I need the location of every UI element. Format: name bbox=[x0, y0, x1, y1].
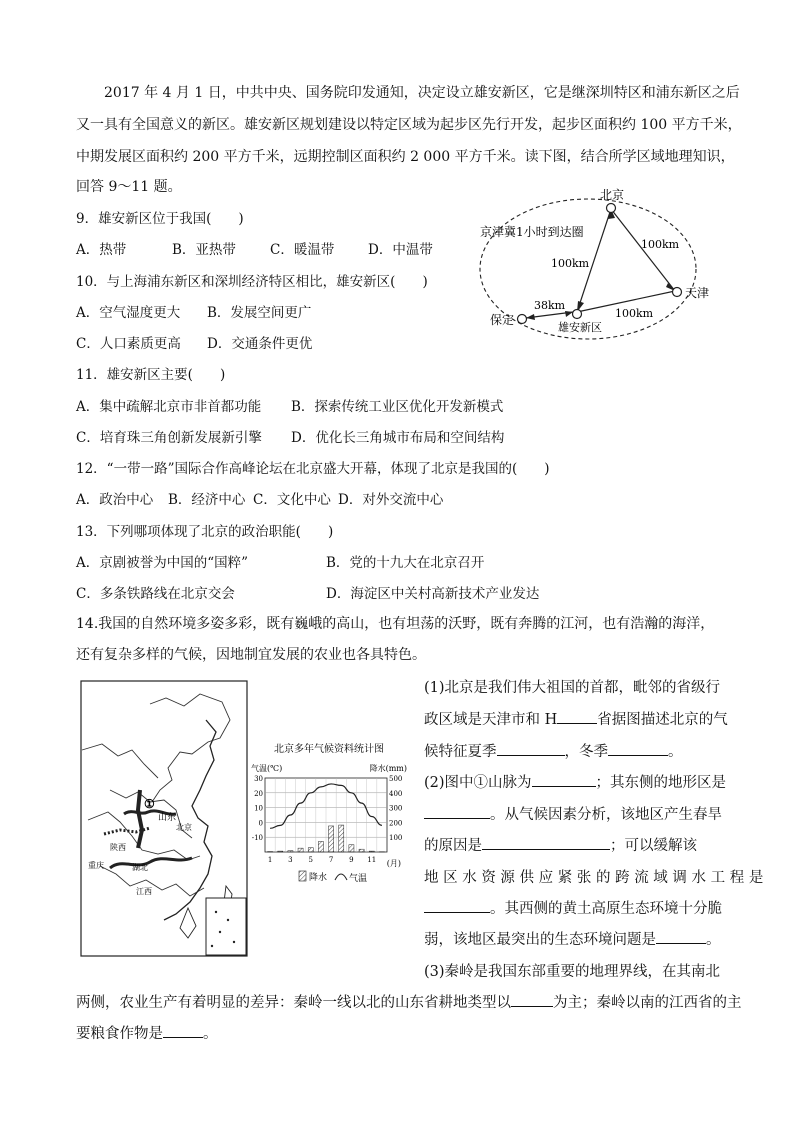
month-tick-label: 7 bbox=[328, 856, 334, 864]
precip-tick-label: 200 bbox=[389, 819, 403, 828]
xiongan-point bbox=[573, 310, 582, 319]
q13-option-d[interactable]: D．海淀区中关村高新技术产业发达 bbox=[326, 586, 540, 602]
precip-bar-6 bbox=[318, 841, 323, 852]
text-seg: 。其西侧的黄土高原生态环境十分脆 bbox=[490, 901, 722, 917]
precip-bar-4 bbox=[298, 848, 303, 852]
precip-tick-label: 500 bbox=[389, 775, 403, 783]
month-tick-label: 1 bbox=[267, 856, 273, 864]
q13-option-a[interactable]: A．京剧被誉为中国的“国粹” bbox=[76, 555, 249, 571]
temp-tick-label: 30 bbox=[254, 775, 263, 783]
q14-2-line-f bbox=[424, 928, 721, 949]
text-seg: 。 bbox=[706, 932, 721, 948]
xiongan-label: 雄安新区 bbox=[558, 321, 602, 334]
china-east-map bbox=[80, 680, 248, 957]
text-seg: ；其东侧的地形区是 bbox=[595, 775, 727, 791]
beijing-label: 北京 bbox=[600, 188, 625, 202]
island-dot bbox=[227, 919, 229, 921]
q12-option-c[interactable]: C．文化中心 bbox=[253, 492, 331, 508]
text-seg: ，冬季 bbox=[564, 744, 608, 760]
precip-bar-2 bbox=[278, 851, 283, 852]
q14-3-line-c bbox=[76, 1022, 218, 1043]
q14-1-line-a: (1)北京是我们伟大祖国的首都，毗邻的省级行 bbox=[424, 680, 721, 696]
q14-2-line-a bbox=[424, 771, 726, 792]
precip-bar-9 bbox=[349, 845, 354, 852]
chart-ticks bbox=[252, 775, 403, 864]
answer-blank[interactable] bbox=[497, 741, 565, 756]
answer-blank[interactable] bbox=[511, 992, 553, 1007]
tianjin-label: 天津 bbox=[685, 286, 710, 300]
distance-beijing-xiongan: 100km bbox=[551, 257, 590, 270]
q9-option-c[interactable]: C．暖温带 bbox=[270, 242, 335, 258]
label-beijing: 北京 bbox=[176, 823, 192, 832]
q10-stem: 10．与上海浦东新区和深圳经济特区相比，雄安新区( ) bbox=[76, 274, 428, 290]
intro-line-3: 中期发展区面积约 200 平方千米，远期控制区面积约 2 000 平方千米。读下图，结合所学区域地理知识， bbox=[76, 149, 735, 165]
answer-blank[interactable] bbox=[424, 898, 490, 913]
q9-option-b[interactable]: B．亚热带 bbox=[172, 242, 236, 258]
text-seg: 弱，该地区最突出的生态环境问题是 bbox=[424, 932, 656, 948]
q10-option-b[interactable]: B．发展空间更广 bbox=[207, 305, 312, 321]
precip-tick-label: 300 bbox=[389, 804, 403, 813]
label-chongqing: 重庆 bbox=[88, 861, 104, 870]
answer-blank[interactable] bbox=[608, 741, 668, 756]
x-unit-label: (月) bbox=[386, 859, 401, 868]
month-tick-label: 3 bbox=[288, 856, 293, 864]
text-seg: (2)图中①山脉为 bbox=[424, 775, 532, 791]
precip-bar-10 bbox=[359, 849, 364, 852]
q9-option-a[interactable]: A．热带 bbox=[76, 242, 127, 258]
label-shandong: 山东 bbox=[158, 813, 177, 823]
temp-tick-label: -10 bbox=[251, 834, 263, 843]
q11-option-b[interactable]: B．探索传统工业区优化开发新模式 bbox=[291, 399, 504, 415]
q12-option-d[interactable]: D．对外交流中心 bbox=[338, 492, 444, 508]
baoding-label: 保定 bbox=[490, 313, 515, 327]
q12-option-b[interactable]: B．经济中心 bbox=[168, 492, 246, 508]
beijing-climate-chart bbox=[249, 740, 409, 885]
legend-temp-swatch bbox=[335, 874, 347, 880]
month-tick-label: 11 bbox=[367, 856, 377, 864]
q11-option-a[interactable]: A．集中疏解北京市非首都功能 bbox=[76, 399, 262, 415]
precip-bar-3 bbox=[288, 851, 293, 852]
distance-xiongan-tianjin: 100km bbox=[615, 307, 654, 320]
q9-option-d[interactable]: D．中温带 bbox=[368, 242, 433, 258]
q14-line-2: 还有复杂多样的气候，因地制宜发展的农业也各具特色。 bbox=[76, 647, 426, 663]
q14-2-line-e bbox=[424, 897, 722, 918]
q11-option-c[interactable]: C．培育珠三角创新发展新引擎 bbox=[76, 430, 262, 446]
legend-precip-swatch bbox=[299, 871, 306, 881]
jingjinji-diagram bbox=[474, 185, 710, 345]
q13-option-b[interactable]: B．党的十九大在北京召开 bbox=[326, 555, 485, 571]
q14-2-line-c bbox=[424, 834, 697, 855]
q9-stem: 9．雄安新区位于我国( ) bbox=[76, 211, 244, 227]
text-seg: 要粮食作物是 bbox=[76, 1026, 163, 1042]
distance-baoding-xiongan: 38km bbox=[534, 299, 566, 312]
tianjin-point bbox=[673, 288, 682, 297]
answer-blank[interactable] bbox=[656, 929, 706, 944]
intro-line-4: 回答 9～11 题。 bbox=[76, 179, 182, 195]
label-shaanxi: 陕西 bbox=[110, 843, 126, 852]
q13-stem: 13．下列哪项体现了北京的政治职能( ) bbox=[76, 524, 334, 540]
circle-label: 京津冀1小时到达圈 bbox=[480, 225, 584, 239]
precip-bar-11 bbox=[369, 851, 374, 852]
temp-tick-label: 20 bbox=[254, 789, 263, 798]
island-dot bbox=[215, 911, 217, 913]
y-left-label: 气温(℃) bbox=[251, 764, 283, 773]
precip-tick-label: 400 bbox=[389, 789, 403, 798]
month-tick-label: 5 bbox=[308, 856, 313, 864]
answer-blank[interactable] bbox=[163, 1023, 203, 1038]
chart-title: 北京多年气候资料统计图 bbox=[274, 744, 384, 755]
text-seg: 。从气候因素分析，该地区产生春旱 bbox=[490, 807, 722, 823]
distance-beijing-tianjin: 100km bbox=[641, 238, 680, 251]
precip-bar-8 bbox=[339, 825, 344, 852]
label-jiangxi: 江西 bbox=[136, 887, 152, 896]
q10-option-d[interactable]: D．交通条件更优 bbox=[207, 336, 313, 352]
text-seg: 。 bbox=[668, 744, 683, 760]
text-seg: 两侧，农业生产有着明显的差异：秦岭一线以北的山东省耕地类型以 bbox=[76, 995, 511, 1011]
text-seg: 政区域是天津市和 H bbox=[424, 712, 558, 728]
q14-line-1: 14.我国的自然环境多姿多彩，既有巍峨的高山，也有坦荡的沃野，既有奔腾的江河，也有浩瀚的海洋， bbox=[76, 616, 715, 632]
text-seg: 为主；秦岭以南的江西省的主 bbox=[553, 995, 742, 1011]
q14-2-line-d: 地 区 水 资 源 供 应 紧 张 的 跨 流 域 调 水 工 程 是 bbox=[424, 870, 764, 886]
q10-option-a[interactable]: A．空气湿度更大 bbox=[76, 305, 181, 321]
q11-stem: 11．雄安新区主要( ) bbox=[76, 367, 226, 383]
legend-temp-label: 气温 bbox=[349, 874, 368, 884]
text-seg: ；可以缓解该 bbox=[610, 838, 697, 854]
q14-3-line-b bbox=[76, 991, 742, 1012]
legend-precip-label: 降水 bbox=[309, 873, 328, 883]
island-dot bbox=[233, 941, 235, 943]
q14-1-line-c bbox=[424, 740, 683, 761]
text-seg: 候特征夏季 bbox=[424, 744, 497, 760]
q11-option-d[interactable]: D．优化长三角城市布局和空间结构 bbox=[291, 430, 505, 446]
month-tick-label: 9 bbox=[349, 856, 354, 864]
intro-line-1: 2017 年 4 月 1 日，中共中央、国务院印发通知，决定设立雄安新区，它是继深圳特区和浦东新区之后 bbox=[104, 85, 740, 101]
q14-3-line-a: (3)秦岭是我国东部重要的地理界线，在其南北 bbox=[424, 964, 721, 980]
text-seg: 省据图描述北京的气 bbox=[597, 712, 728, 728]
answer-blank[interactable] bbox=[532, 772, 596, 787]
q14-2-line-b bbox=[424, 803, 722, 824]
answer-blank[interactable] bbox=[482, 835, 610, 850]
arrow-head bbox=[526, 314, 535, 320]
island-dot bbox=[211, 945, 213, 947]
island-dot bbox=[219, 931, 221, 933]
label-1: ① bbox=[144, 797, 155, 811]
text-seg: 的原因是 bbox=[424, 838, 482, 854]
baoding-point bbox=[518, 315, 527, 324]
q13-option-c[interactable]: C．多条铁路线在北京交会 bbox=[76, 586, 235, 602]
text-seg: 。 bbox=[203, 1026, 218, 1042]
precip-tick-label: 100 bbox=[389, 834, 403, 843]
q12-stem: 12．“一带一路”国际合作高峰论坛在北京盛大开幕，体现了北京是我国的( ) bbox=[76, 461, 550, 477]
precip-bar-5 bbox=[308, 848, 313, 852]
q12-option-a[interactable]: A．政治中心 bbox=[76, 492, 154, 508]
temp-tick-label: 10 bbox=[254, 804, 263, 813]
beijing-point bbox=[607, 204, 616, 213]
answer-blank[interactable] bbox=[424, 804, 490, 819]
precip-bar-7 bbox=[329, 826, 334, 852]
label-hubei: 湖北 bbox=[132, 863, 148, 872]
answer-blank[interactable] bbox=[557, 709, 597, 724]
arrow-head bbox=[565, 311, 573, 317]
q10-option-c[interactable]: C．人口素质更高 bbox=[76, 336, 181, 352]
y-right-label: 降水(mm) bbox=[369, 764, 407, 773]
temp-tick-label: 0 bbox=[258, 819, 263, 828]
intro-line-2: 又一具有全国意义的新区。雄安新区规划建设以特定区域为起步区先行开发，起步区面积约 100 平方千米， bbox=[76, 117, 742, 133]
q14-1-line-b bbox=[424, 708, 728, 729]
